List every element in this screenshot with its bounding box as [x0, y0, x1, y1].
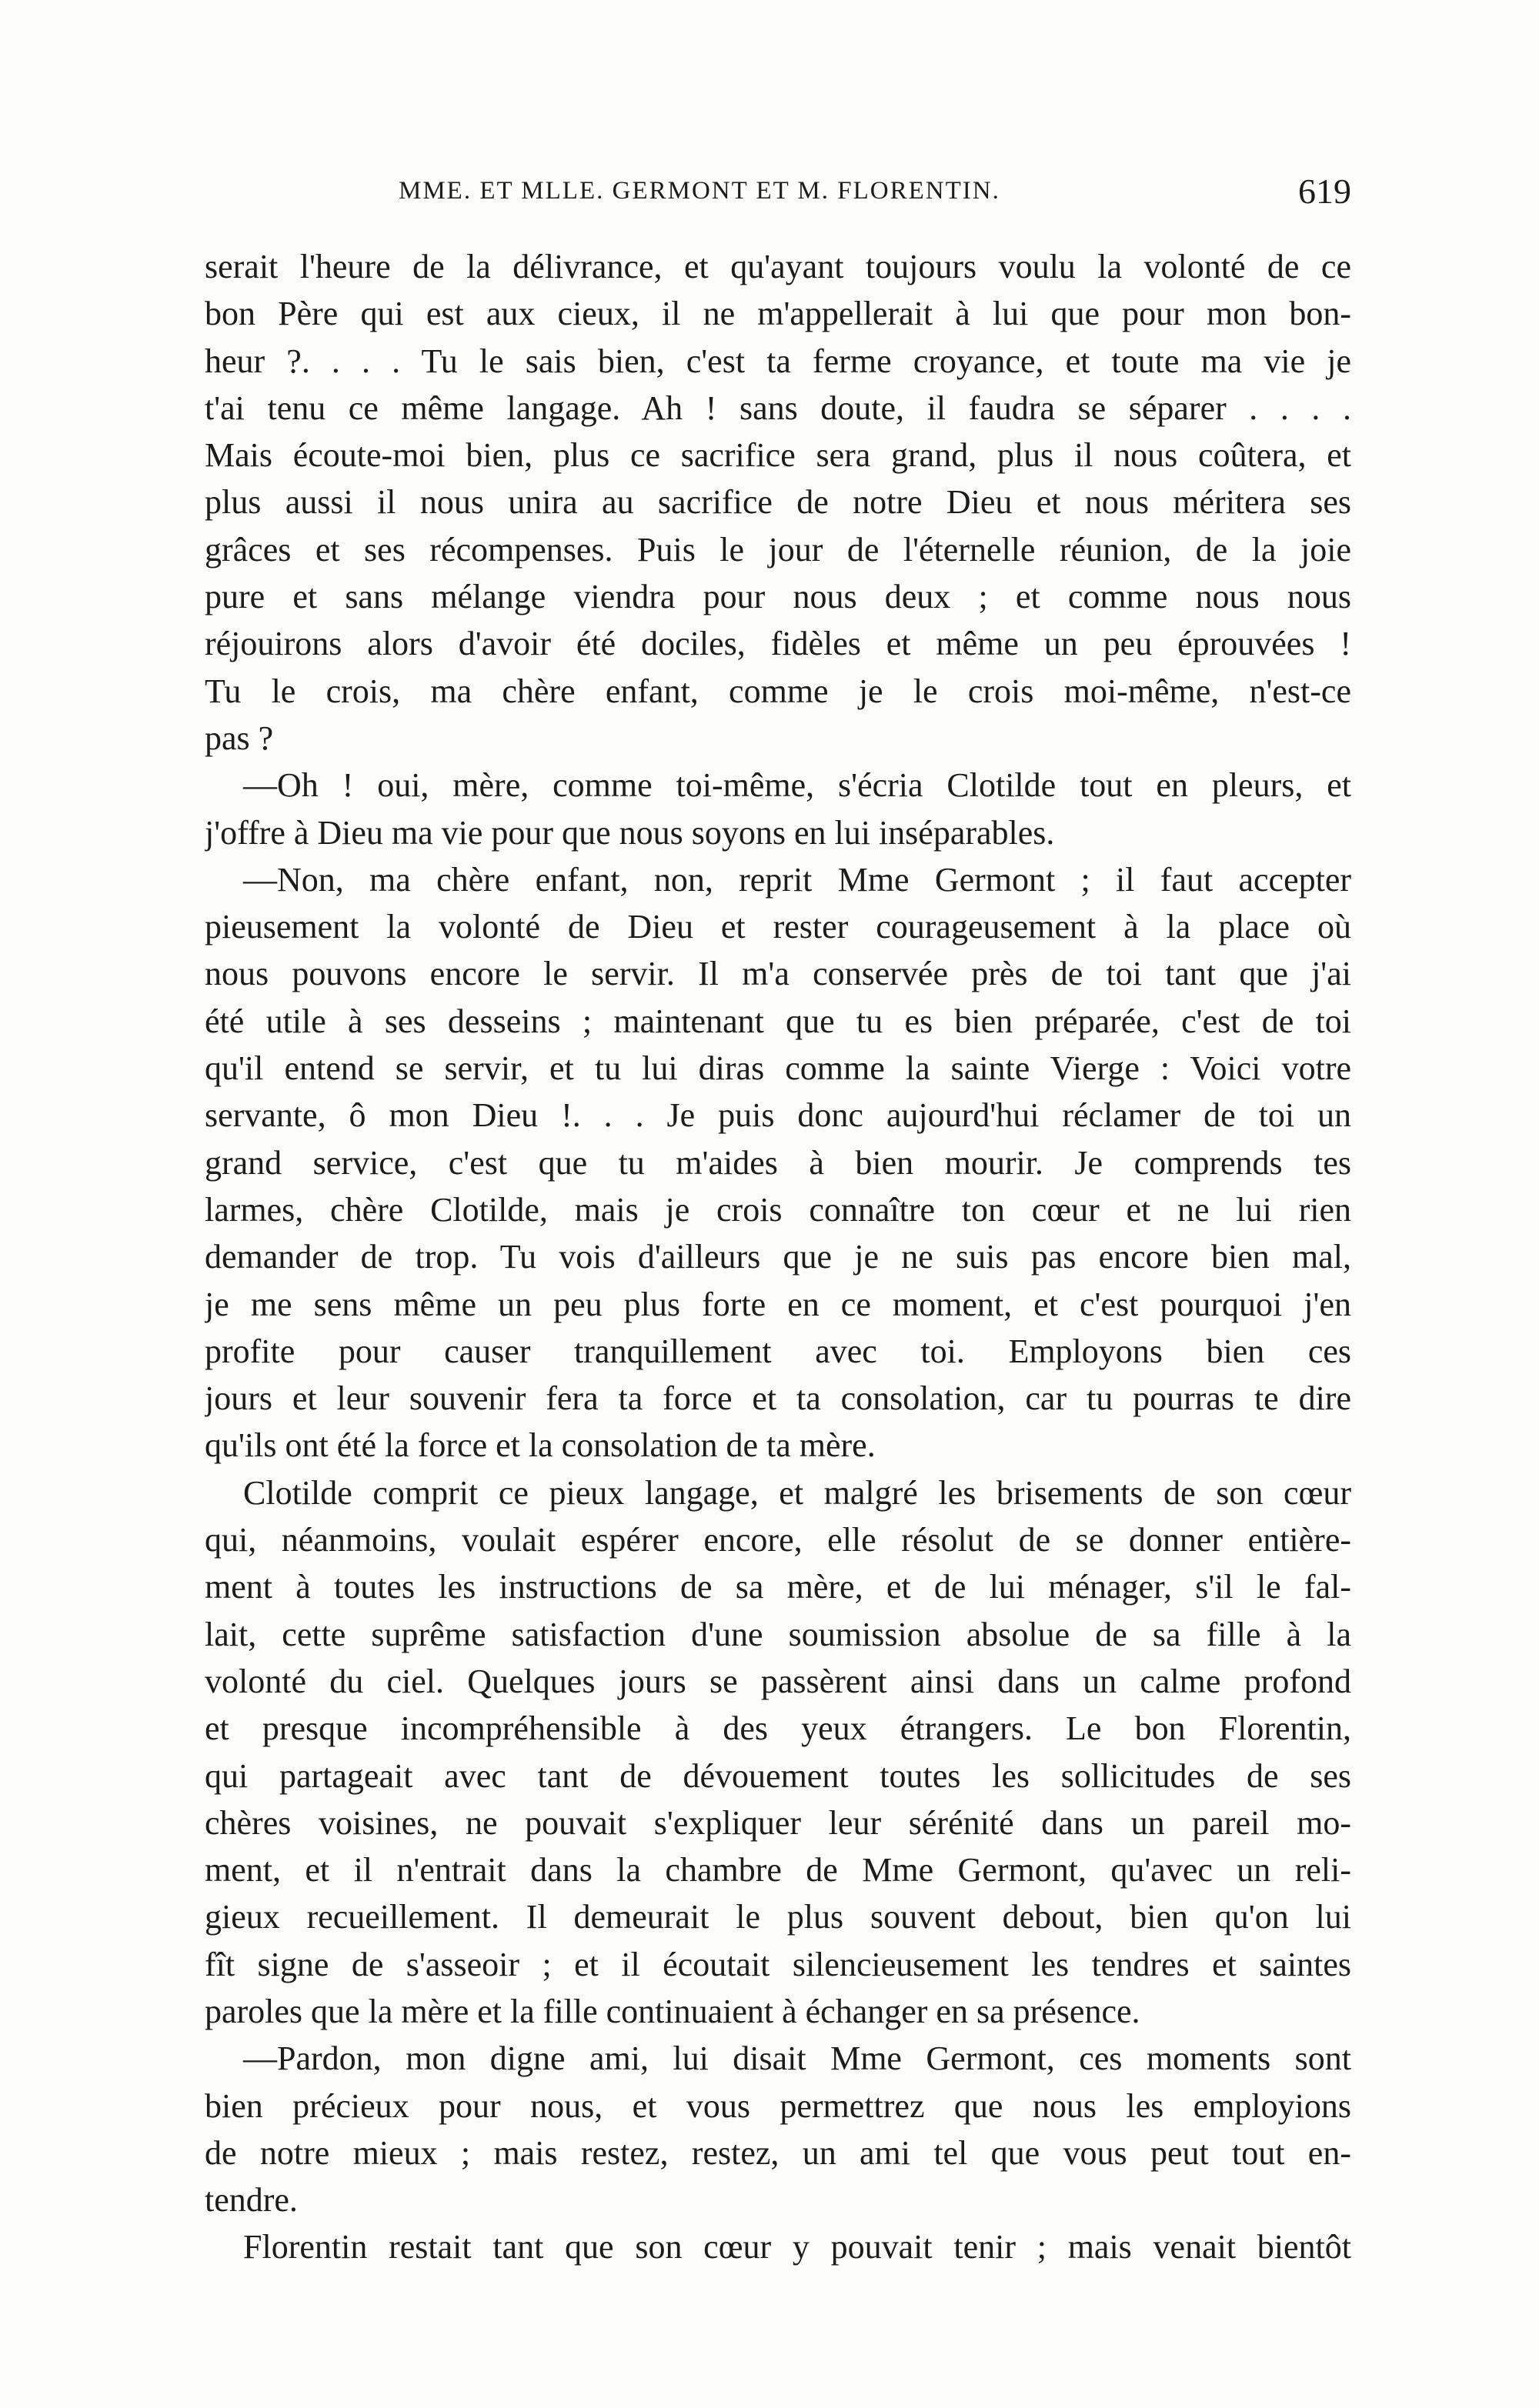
text-line: gieux recueillement. Il demeurait le plus souvent debout, bien qu'on lui: [205, 1898, 1351, 1936]
running-head: [205, 171, 1351, 217]
text-line: paroles que la mère et la fille continuaient à échanger en sa présence.: [205, 1992, 1140, 2030]
body-text: [205, 243, 1351, 2271]
text-line: pas ?: [205, 719, 274, 757]
running-title: MME. ET MLLE. GERMONT ET M. FLORENTIN.: [399, 177, 1000, 205]
text-line: qu'ils ont été la force et la consolation de ta mère.: [205, 1426, 876, 1465]
text-line: serait l'heure de la délivrance, et qu'ayant toujours voulu la volonté de ce: [205, 248, 1351, 285]
text-line: —Non, ma chère enfant, non, reprit Mme Germont ; il faut accepter: [243, 860, 1351, 899]
text-line: Florentin restait tant que son cœur y pouvait tenir ; mais venait bientôt: [243, 2228, 1351, 2266]
text-line: de notre mieux ; mais restez, restez, un ami tel que vous peut tout en-: [205, 2133, 1351, 2172]
text-line: bien précieux pour nous, et vous permettrez que nous les employions: [205, 2086, 1351, 2125]
text-line: tendre.: [205, 2181, 298, 2220]
text-line: et presque incompréhensible à des yeux étrangers. Le bon Florentin,: [205, 1709, 1351, 1748]
text-line: qui partageait avec tant de dévouement toutes les sollicitudes de ses: [205, 1756, 1351, 1795]
text-line: —Pardon, mon digne ami, lui disait Mme Germont, ces moments sont: [243, 2039, 1351, 2078]
text-line: Clotilde comprit ce pieux langage, et malgré les brisements de son cœur: [243, 1473, 1351, 1512]
text-line: t'ai tenu ce même langage. Ah ! sans doute, il faudra se séparer . . . .: [205, 389, 1351, 427]
text-line: jours et leur souvenir fera ta force et ta consolation, car tu pourras te dire: [205, 1379, 1351, 1418]
text-line: ment à toutes les instructions de sa mère, et de lui ménager, s'il le fal-: [205, 1568, 1351, 1606]
text-line: bon Père qui est aux cieux, il ne m'appellerait à lui que pour mon bon-: [205, 295, 1351, 333]
text-line: servante, ô mon Dieu !. . . Je puis donc aujourd'hui réclamer de toi un: [205, 1096, 1351, 1135]
text-line: profite pour causer tranquillement avec toi. Employons bien ces: [205, 1332, 1351, 1370]
text-line: chères voisines, ne pouvait s'expliquer leur sérénité dans un pareil mo-: [205, 1803, 1351, 1842]
text-line: plus aussi il nous unira au sacrifice de notre Dieu et nous méritera ses: [205, 483, 1351, 522]
text-line: —Oh ! oui, mère, comme toi-même, s'écria Clotilde tout en pleurs, et: [243, 766, 1351, 805]
text-line: demander de trop. Tu vois d'ailleurs que je ne suis pas encore bien mal,: [205, 1238, 1351, 1276]
text-line: grand service, c'est que tu m'aides à bien mourir. Je comprends tes: [205, 1143, 1351, 1182]
text-line: pieusement la volonté de Dieu et rester courageusement à la place où: [205, 908, 1351, 946]
text-line: nous pouvons encore le servir. Il m'a conservée près de toi tant que j'ai: [205, 955, 1351, 993]
text-line: qu'il entend se servir, et tu lui diras comme la sainte Vierge : Voici votre: [205, 1049, 1351, 1088]
text-line: réjouirons alors d'avoir été dociles, fidèles et même un peu éprouvées !: [205, 625, 1351, 663]
text-line: Tu le crois, ma chère enfant, comme je le crois moi-même, n'est-ce: [205, 672, 1351, 710]
text-line: pure et sans mélange viendra pour nous deux ; et comme nous nous: [205, 578, 1351, 616]
text-line: lait, cette suprême satisfaction d'une soumission absolue de sa fille à la: [205, 1615, 1351, 1653]
text-line: Mais écoute-moi bien, plus ce sacrifice sera grand, plus il nous coûtera, et: [205, 436, 1351, 475]
text-line: larmes, chère Clotilde, mais je crois connaître ton cœur et ne lui rien: [205, 1190, 1351, 1229]
text-line: j'offre à Dieu ma vie pour que nous soyons en lui inséparables.: [205, 813, 1055, 852]
text-line: été utile à ses desseins ; maintenant que tu es bien préparée, c'est de toi: [205, 1002, 1351, 1040]
text-line: qui, néanmoins, voulait espérer encore, elle résolut de se donner entière-: [205, 1521, 1351, 1559]
text-line: volonté du ciel. Quelques jours se passèrent ainsi dans un calme profond: [205, 1662, 1351, 1700]
text-line: heur ?. . . . Tu le sais bien, c'est ta ferme croyance, et toute ma vie je: [205, 342, 1351, 380]
text-line: grâces et ses récompenses. Puis le jour de l'éternelle réunion, de la joie: [205, 530, 1351, 569]
text-line: ment, et il n'entrait dans la chambre de Mme Germont, qu'avec un reli-: [205, 1851, 1351, 1889]
text-line: je me sens même un peu plus forte en ce moment, et c'est pourquoi j'en: [205, 1285, 1351, 1323]
text-line: fît signe de s'asseoir ; et il écoutait silencieusement les tendres et saintes: [205, 1945, 1351, 1983]
page-number: 619: [1298, 172, 1351, 211]
